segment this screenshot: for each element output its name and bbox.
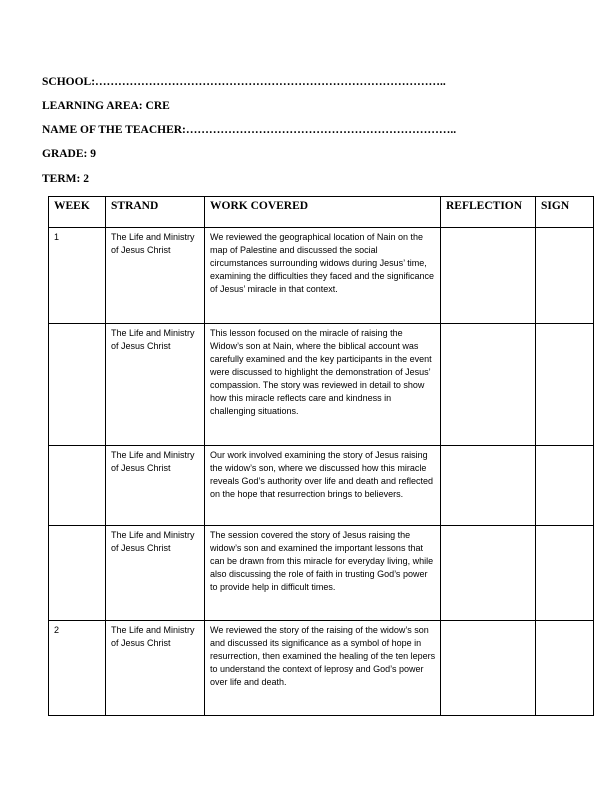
strand-cell: The Life and Ministry of Jesus Christ [106, 324, 205, 446]
strand-cell: The Life and Ministry of Jesus Christ [106, 621, 205, 716]
week-cell [49, 526, 106, 621]
week-cell [49, 446, 106, 526]
table-row [49, 446, 594, 526]
teacher-name-line: NAME OF THE TEACHER:…………………………………………………………….. [42, 124, 457, 136]
work-covered-cell: Our work involved examining the story of Jesus raising the widow’s son, where we discussed how this miracle reveals God’s authority over life and death and reflected on the hope that resurrection brings to believers. [205, 446, 441, 526]
table-row [49, 526, 594, 621]
column-header-strand: STRAND [106, 197, 205, 228]
grade-line: GRADE: 9 [42, 148, 96, 160]
work-covered-cell: This lesson focused on the miracle of raising the Widow’s son at Nain, where the biblical account was carefully examined and the key participants in the event were discussed to highlight the demonstration of Jesus’ compassion. The story was reviewed in detail to show how this miracle reflects care and kindness in challenging situations. [205, 324, 441, 446]
table-row [49, 324, 594, 446]
column-header-sign: SIGN [536, 197, 594, 228]
column-header-reflection: REFLECTION [441, 197, 536, 228]
week-cell [49, 324, 106, 446]
sign-cell[interactable] [536, 324, 594, 446]
learning-area-line: LEARNING AREA: CRE [42, 100, 170, 112]
term-line: TERM: 2 [42, 173, 89, 185]
reflection-cell[interactable] [441, 526, 536, 621]
reflection-cell[interactable] [441, 228, 536, 324]
reflection-cell[interactable] [441, 324, 536, 446]
column-header-week: WEEK [49, 197, 106, 228]
work-covered-cell: We reviewed the geographical location of Nain on the map of Palestine and discussed the social circumstances surrounding widows during Jesus’ time, examining the difficulties they faced and the significance of Jesus’ miracle in that context. [205, 228, 441, 324]
reflection-cell[interactable] [441, 621, 536, 716]
sign-cell[interactable] [536, 446, 594, 526]
table-row [49, 621, 594, 716]
reflection-cell[interactable] [441, 446, 536, 526]
column-header-work-covered: WORK COVERED [205, 197, 441, 228]
work-covered-cell: We reviewed the story of the raising of the widow’s son and discussed its significance as a symbol of hope in resurrection, then examined the healing of the ten lepers to understand the context of leprosy and God’s power over life and death. [205, 621, 441, 716]
sign-cell[interactable] [536, 526, 594, 621]
sign-cell[interactable] [536, 228, 594, 324]
table-row [49, 228, 594, 324]
table-header-row [49, 197, 594, 228]
school-line: SCHOOL:……………………………………………………………………………….. [42, 76, 446, 88]
week-cell: 1 [49, 228, 106, 324]
sign-cell[interactable] [536, 621, 594, 716]
strand-cell: The Life and Ministry of Jesus Christ [106, 446, 205, 526]
work-covered-cell: The session covered the story of Jesus raising the widow’s son and examined the important lessons that can be drawn from this miracle for everyday living, while also discussing the role of faith in trusting God’s power to provide help in difficult times. [205, 526, 441, 621]
strand-cell: The Life and Ministry of Jesus Christ [106, 228, 205, 324]
week-cell: 2 [49, 621, 106, 716]
strand-cell: The Life and Ministry of Jesus Christ [106, 526, 205, 621]
work-record-table [48, 196, 594, 716]
